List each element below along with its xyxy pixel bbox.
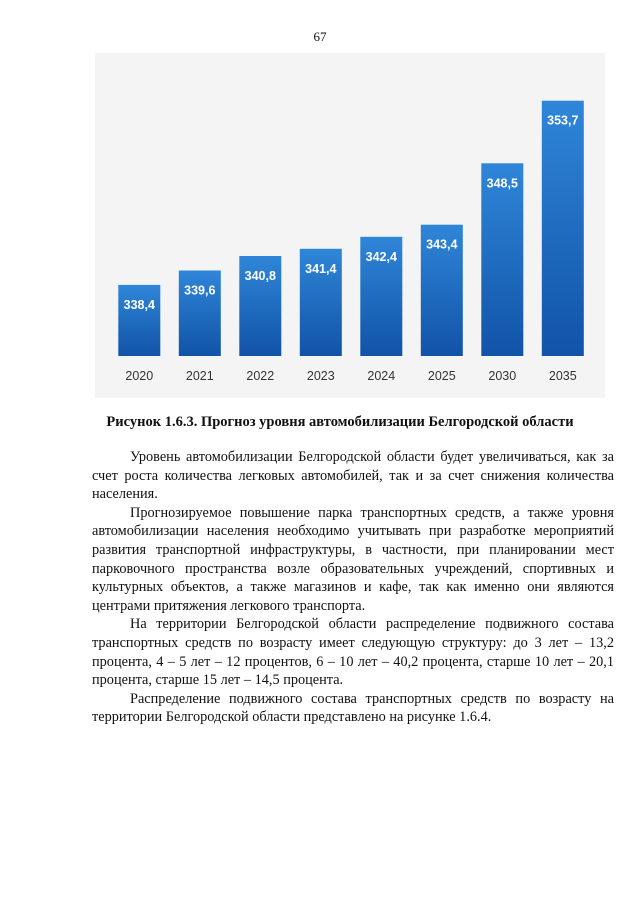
paragraph: Уровень автомобилизации Белгородской области будет увеличиваться, как за счет роста количества легковых автомобилей, так и за счет снижения количества населения. <box>92 449 614 503</box>
x-tick-label-2023: 2023 <box>306 369 335 383</box>
x-tick-label-2022: 2022 <box>246 369 275 383</box>
chart-svg <box>95 53 605 398</box>
paragraph: Распределение подвижного состава транспортных средств по возрасту на территории Белгородской области представлено на рисунке 1.6.4. <box>92 690 614 726</box>
x-tick-label-2030: 2030 <box>488 369 517 383</box>
x-tick-label-2025: 2025 <box>427 369 456 383</box>
data-label-2020: 338,4 <box>123 297 155 312</box>
data-label-2021: 339,6 <box>184 283 216 298</box>
figure-caption: Рисунок 1.6.3. Прогноз уровня автомобилизации Белгородской области <box>106 414 574 430</box>
data-label-2030: 348,5 <box>486 176 518 191</box>
paragraph: Прогнозируемое повышение парка транспортных средств, а также уровня автомобилизации населения необходимо учитывать при разработке мероприятий развития транспортной инфраструктуры, в частности, при планировании мест парковочного пространства возле образовательных учреждений, спортивных и культурных объектов, а также магазинов и кафе, так как именно они являются центрами притяжения легкового транспорта. <box>92 504 614 614</box>
x-tick-label-2021: 2021 <box>185 369 214 383</box>
bar-2030 <box>481 163 523 356</box>
x-tick-label-2020: 2020 <box>125 369 154 383</box>
x-tick-label-2035: 2035 <box>548 369 577 383</box>
data-label-2025: 343,4 <box>426 237 458 252</box>
paragraph: На территории Белгородской области распределение подвижного состава транспортных средств по возрасту имеет следующую структуру: до 3 лет – 13,2 процента, 4 – 5 лет – 12 процентов, 6 – 10 лет – 40,2 процента, старше 10 лет – 20,1 процента, старше 15 лет – 14,5 процента. <box>92 616 614 689</box>
page-number: 67 <box>313 29 327 44</box>
x-tick-label-2024: 2024 <box>367 369 396 383</box>
data-label-2023: 341,4 <box>305 261 337 276</box>
bar-2035 <box>542 101 584 356</box>
body-text <box>92 448 614 727</box>
data-label-2024: 342,4 <box>365 249 397 264</box>
data-label-2035: 353,7 <box>547 113 579 128</box>
bar-chart <box>95 53 605 398</box>
bar-2020 <box>118 285 160 356</box>
data-label-2022: 340,8 <box>244 269 276 283</box>
